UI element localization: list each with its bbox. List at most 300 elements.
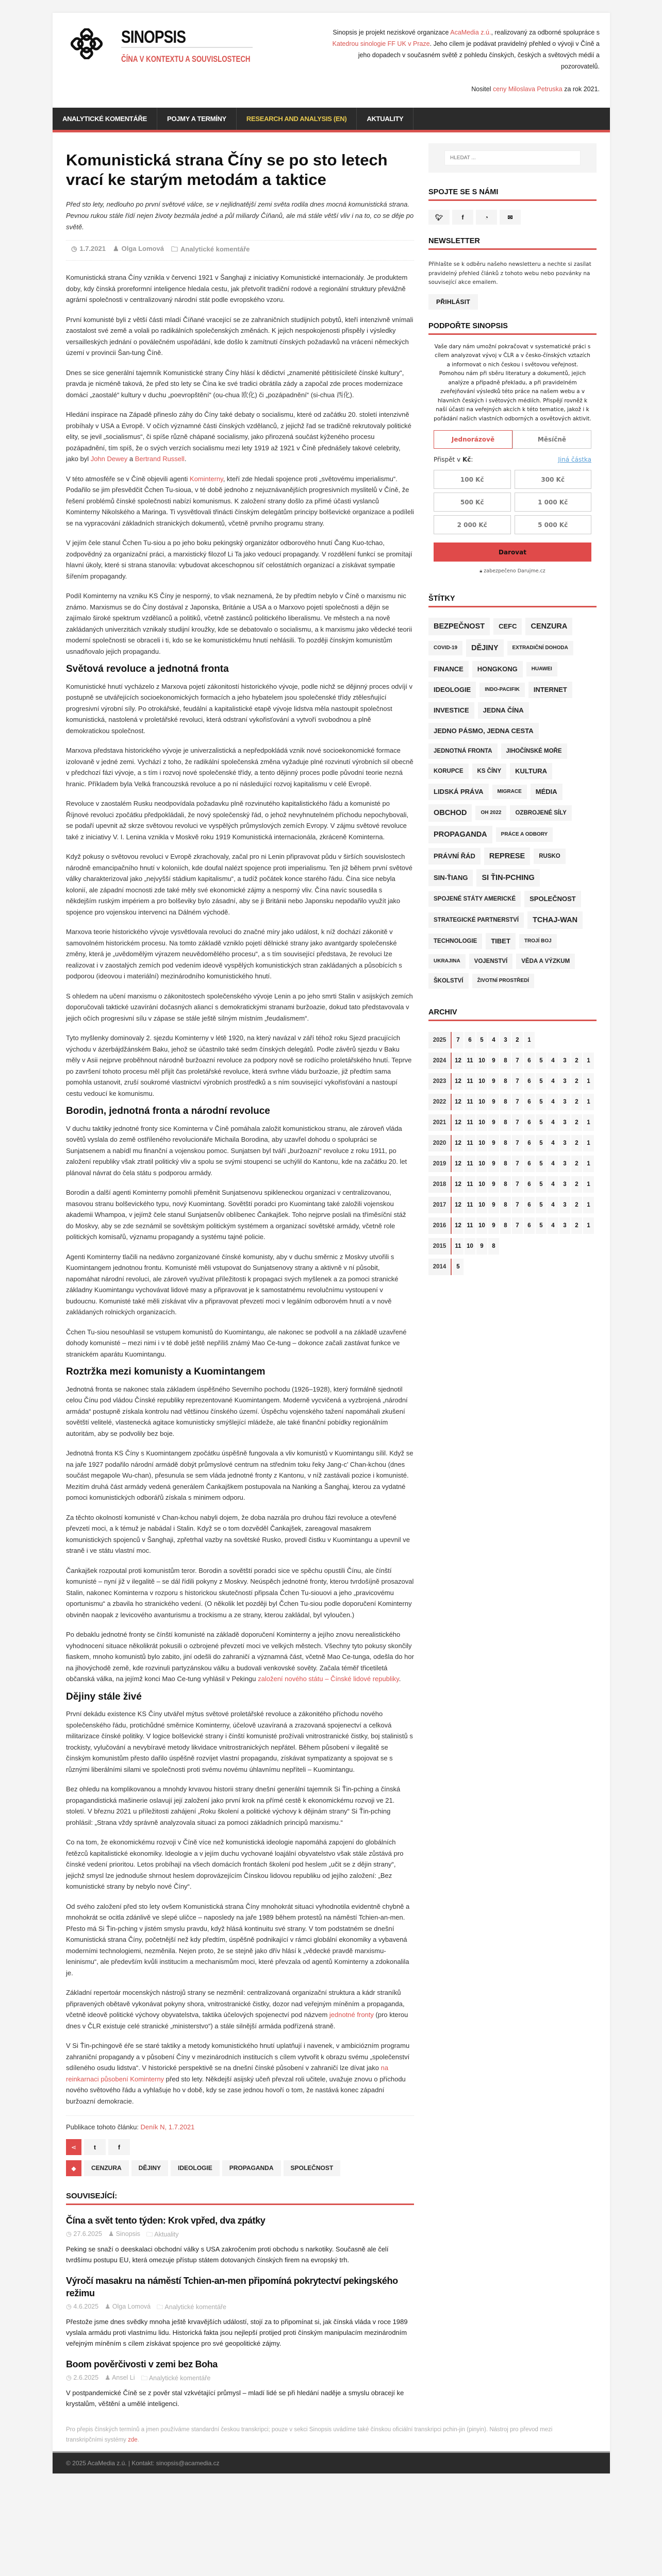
- archive-month[interactable]: 6: [465, 1032, 475, 1048]
- meta-date: [66, 2302, 98, 2313]
- search-widget: [428, 143, 597, 173]
- archive-month[interactable]: 4: [548, 1135, 558, 1151]
- article-tag[interactable]: DĚJINY: [131, 2160, 168, 2176]
- archive-month[interactable]: 12: [453, 1073, 464, 1090]
- archive-month[interactable]: 6: [524, 1197, 535, 1213]
- amount-option[interactable]: 5 000 Kč: [515, 515, 592, 534]
- archive-year[interactable]: 2016: [428, 1217, 452, 1234]
- archive-year[interactable]: 2019: [428, 1156, 452, 1172]
- tag-link[interactable]: FINANCE: [428, 661, 469, 677]
- archive-month[interactable]: 8: [500, 1114, 511, 1131]
- archive-month[interactable]: 10: [476, 1197, 487, 1213]
- tag-link[interactable]: OH 2022: [475, 806, 506, 820]
- email-button[interactable]: [500, 210, 521, 225]
- text-segment: Agenti Kominterny tlačili na nedávno zorganizované čínské komunisty, aby v duchu směrnic z Moskvy utvořili s Kuomintangem jednotnou frontu. Komunisté měli vstupovat do Sunjatsenovy strany a aktivně v ní působit, napomáhat národní revoluci, ale zároveň využívat příležitosti k propagaci svých myšlenek a za pomoci stranické základny Kuomintangu vychovávat lidové masy a připravovat je k samostatnému revolučnímu vystoupení v budoucnu. Komunisté také měli získávat vliv a připravovat převzetí moci v legálním odborovém hnutí a v nově zakládaných rolnických organizacích.: [66, 1252, 399, 1316]
- tag-link[interactable]: CEFC: [493, 618, 522, 635]
- nav-item[interactable]: ANALYTICKÉ KOMENTÁŘE: [53, 108, 157, 130]
- archive-month[interactable]: 10: [476, 1135, 487, 1151]
- archive-month[interactable]: 7: [512, 1156, 523, 1172]
- text-segment: .: [399, 1675, 401, 1683]
- inline-link[interactable]: ceny Miloslava Petruska: [492, 86, 562, 93]
- nav-item[interactable]: AKTUALITY: [357, 108, 413, 130]
- archive-month[interactable]: 2: [571, 1094, 582, 1110]
- archive-month[interactable]: 3: [559, 1217, 570, 1234]
- archive-month[interactable]: 5: [536, 1176, 547, 1193]
- archive-row: [428, 1135, 597, 1151]
- archive-month[interactable]: 2: [571, 1135, 582, 1151]
- text-segment: První dekádu existence KS Číny utvářel mýtus světové proletářské revoluce a zákonitého příchodu nového společenského řádu, protichůdné směrnice Kominterny, účelově uzavíraná a zrazovaná spojenectví a celková militarizace čínské politiky. V logice bolševické strany i čínští komunisté prožívali vnitrostranické čistky, boj stalinistů s trockisty, vylučování a nevybíravé metody likvidace vnitrostranických nepřátel. Během působení v ilegalitě se čínským komunistům přesto dařilo úspěšně rozvíjet vlastní propagandu, získávat sympatizanty a spojovat se s různými liberálními silami ve společnosti proti svému novému úhlavnímu nepříteli – Kuomintangu.: [66, 1710, 413, 1773]
- archive-month[interactable]: 10: [465, 1238, 475, 1255]
- archive-month[interactable]: 12: [453, 1176, 464, 1193]
- tag-link[interactable]: HONGKONG: [472, 661, 523, 677]
- archive-month[interactable]: 3: [559, 1053, 570, 1069]
- archive-month[interactable]: 7: [512, 1114, 523, 1131]
- archive-month[interactable]: 7: [512, 1197, 523, 1213]
- paragraph: [66, 1901, 414, 1979]
- related-title[interactable]: Boom pověrčivosti v zemi bez Boha: [66, 2359, 218, 2369]
- archive-month[interactable]: 11: [453, 1238, 464, 1255]
- tag-link[interactable]: OZBROJENÉ SÍLY: [510, 805, 571, 821]
- other-amount-link[interactable]: Jiná částka: [558, 456, 591, 463]
- tag-cloud: [428, 618, 597, 989]
- newsletter-heading: NEWSLETTER: [428, 237, 597, 250]
- tag-link[interactable]: OBCHOD: [428, 804, 472, 822]
- archive-row: [428, 1259, 597, 1275]
- archive-month[interactable]: 3: [559, 1135, 570, 1151]
- related-title[interactable]: Výročí masakru na náměstí Tchien-an-men připomíná pokrytectví pekingského režimu: [66, 2276, 398, 2298]
- archive-month[interactable]: 12: [453, 1135, 464, 1151]
- archive-month[interactable]: 4: [548, 1176, 558, 1193]
- section-heading: Dějiny stále živé: [66, 1691, 142, 1702]
- tag-link[interactable]: JEDNOTNÁ FRONTA: [428, 743, 498, 759]
- amount-option[interactable]: 100 Kč: [434, 470, 511, 489]
- archive-month[interactable]: 2: [571, 1114, 582, 1131]
- archive-month[interactable]: 1: [583, 1135, 594, 1151]
- archive-year[interactable]: 2022: [428, 1094, 452, 1110]
- archive-month[interactable]: 6: [524, 1217, 535, 1234]
- paragraph: [66, 272, 414, 306]
- publication-label: Publikace tohoto článku:: [66, 2123, 141, 2131]
- related-category[interactable]: Analytické komentáře: [164, 2303, 226, 2311]
- archive-month[interactable]: 4: [548, 1156, 558, 1172]
- tag-link[interactable]: ŠKOLSTVÍ: [428, 973, 469, 989]
- paragraph: [66, 1384, 414, 1439]
- tag-link[interactable]: LIDSKÁ PRÁVA: [428, 784, 489, 800]
- title-divider: [121, 47, 253, 48]
- archive-month[interactable]: 7: [453, 1032, 464, 1048]
- tag-link[interactable]: ŽIVOTNÍ PROSTŘEDÍ: [472, 974, 535, 988]
- nav-item[interactable]: RESEARCH AND ANALYSIS (EN): [237, 108, 357, 130]
- sidebar: [428, 132, 597, 2409]
- article-category[interactable]: Analytické komentáře: [180, 245, 250, 253]
- archive-month[interactable]: 3: [559, 1073, 570, 1090]
- related-meta: [66, 2302, 414, 2313]
- text-segment: V Si Ťin-pchingově éře se staré taktiky a metody komunistického hnutí uplatňují i navenek, v ambiciózním programu zahraniční propagandy a v působení Číny v mezinárodních institucích s cílem vytvořit k obrazu svému „společenství sdíleného osudu lidstva“. V historické perspektivě se na dnešní čínské působení v zahraničí lze dívat jako: [66, 2042, 410, 2072]
- archive-month[interactable]: 11: [465, 1114, 475, 1131]
- archive-month[interactable]: 6: [524, 1094, 535, 1110]
- archive-month[interactable]: 7: [512, 1053, 523, 1069]
- tag-link[interactable]: TCHAJ-WAN: [527, 911, 583, 929]
- rss-button[interactable]: [476, 210, 497, 225]
- archive-month[interactable]: 8: [500, 1135, 511, 1151]
- archive-year[interactable]: 2025: [428, 1032, 452, 1048]
- archive-month[interactable]: 5: [536, 1197, 547, 1213]
- paragraph: [66, 537, 414, 582]
- tag-link[interactable]: INVESTICE: [428, 702, 474, 719]
- archive-year[interactable]: 2015: [428, 1238, 452, 1255]
- archive-month[interactable]: 8: [500, 1156, 511, 1172]
- article-date: 1.7.2021: [79, 245, 106, 252]
- archive-month[interactable]: 5: [536, 1156, 547, 1172]
- share-twitter-button[interactable]: [84, 2139, 106, 2155]
- archive-month[interactable]: 7: [512, 1094, 523, 1110]
- tag-link[interactable]: JEDNA ČÍNA: [478, 702, 529, 719]
- endless-knot-logo[interactable]: [63, 28, 110, 59]
- tag-link[interactable]: INDO-PACIFIK: [479, 683, 525, 697]
- twitter-icon: 🐦︎: [435, 213, 443, 221]
- archive-month[interactable]: 10: [476, 1114, 487, 1131]
- archive-month[interactable]: 8: [500, 1053, 511, 1069]
- archive-month[interactable]: 4: [548, 1053, 558, 1069]
- archive-month[interactable]: 9: [476, 1238, 487, 1255]
- archive-year[interactable]: 2018: [428, 1176, 452, 1193]
- amount-option[interactable]: 2 000 Kč: [434, 515, 511, 534]
- related-author[interactable]: Ansel Li: [112, 2374, 135, 2381]
- archive-month[interactable]: 11: [465, 1094, 475, 1110]
- article-tag[interactable]: SPOLEČNOST: [284, 2160, 341, 2176]
- archive-month[interactable]: 2: [571, 1073, 582, 1090]
- archive-month[interactable]: 1: [524, 1032, 535, 1048]
- archive-month[interactable]: 4: [548, 1217, 558, 1234]
- facebook-button[interactable]: [452, 210, 473, 225]
- tag-link[interactable]: RUSKO: [534, 849, 566, 864]
- archive-month[interactable]: 11: [465, 1053, 475, 1069]
- archive-month[interactable]: 3: [559, 1094, 570, 1110]
- article-meta: [66, 240, 414, 261]
- inline-link[interactable]: Kominterny: [189, 474, 223, 483]
- tag-link[interactable]: DĚJINY: [466, 639, 503, 657]
- tag-link[interactable]: PRÁCE A ODBORY: [496, 827, 553, 842]
- nav-item[interactable]: POJMY A TERMÍNY: [157, 108, 237, 130]
- archive-month[interactable]: 10: [476, 1094, 487, 1110]
- text-segment: Když pokusy o světovou revoluci v Evropě zkrachovaly, začal pro ni Lenin připravovat půdu v širších souvislostech národně emancipačního hnutí v koloniích, kde doufal nalézt spojence proti imperialismu. Ten již během první světové války charakterizoval jako „nejvyšší stádium kapitalismu“, a tudíž počátek konce starého řádu. Čína sice nebyla kolonií, ale západní mocnosti zde také měly své ekonomické zájmy a nesporný vliv. Čína navíc sousedila s někdejším ruským impériem a pro bolševiky bylo zásadní, aby se ji Británii nebo Japonsku nepodařilo využít jako spojence pro vojenskou intervenci na Dálném východě.: [66, 853, 412, 916]
- archive-month[interactable]: 11: [465, 1156, 475, 1172]
- archive-month[interactable]: 1: [583, 1176, 594, 1193]
- inline-link[interactable]: na reinkarnaci působení Kominterny: [66, 2064, 389, 2083]
- archive-month[interactable]: 9: [488, 1053, 499, 1069]
- archive-month[interactable]: 1: [583, 1053, 594, 1069]
- user-icon: ♟: [105, 2374, 112, 2381]
- archive: [428, 1032, 597, 1275]
- tags-heading: ŠTÍTKY: [428, 595, 597, 607]
- archive-month[interactable]: 1: [583, 1197, 594, 1213]
- text-segment: .: [184, 455, 187, 463]
- inline-link[interactable]: jednotné fronty: [329, 2011, 374, 2019]
- tag-link[interactable]: KULTURA: [510, 763, 552, 779]
- archive-month[interactable]: 8: [500, 1217, 511, 1234]
- meta-category: [141, 2374, 211, 2384]
- text-segment: První komunisté byli z větší části mladí Číňané vracející se ze zahraničních studijních pobytů, kteří intenzivně vnímali zaostalost své země a volali po radikálních společenských změnách. K jejich nespokojenosti přispěly i výsledky versailleských jednání o poválečném uspořádání, kde došlo k zamítnutí čínských požadavků na vrácení německých území v provincii Šan-tung Číně.: [66, 315, 413, 357]
- related-meta: [66, 2230, 414, 2241]
- archive-month[interactable]: 5: [536, 1073, 547, 1090]
- donate-button[interactable]: Darovat: [434, 543, 591, 562]
- tag-link[interactable]: PRÁVNÍ ŘÁD: [428, 848, 481, 865]
- tag-link[interactable]: TIBET: [486, 933, 516, 950]
- related-author[interactable]: Olga Lomová: [112, 2303, 151, 2310]
- tag-link[interactable]: CENZURA: [525, 618, 572, 635]
- archive-month[interactable]: 1: [583, 1094, 594, 1110]
- tag-link[interactable]: JIHOČÍNSKÉ MOŘE: [501, 743, 567, 759]
- text-segment: Nositel: [471, 86, 493, 93]
- archive-month[interactable]: 3: [500, 1032, 511, 1048]
- archive-month[interactable]: 9: [488, 1217, 499, 1234]
- tag-link[interactable]: HUAWEI: [526, 662, 557, 676]
- tag-link[interactable]: STRATEGICKÉ PARTNERSTVÍ: [428, 912, 524, 928]
- secure-note: [434, 568, 591, 574]
- archive-month[interactable]: 3: [559, 1156, 570, 1172]
- archive-month[interactable]: 11: [465, 1176, 475, 1193]
- tag-link[interactable]: VOJENSTVÍ: [469, 954, 513, 969]
- publication-info: [66, 2115, 414, 2131]
- archive-year[interactable]: 2017: [428, 1197, 452, 1213]
- text-segment: Komunistická strana Číny vznikla v červenci 1921 v Šanghaji z iniciativy Komunistické internacionály. Je produktem doby, kdy čínská proreformní inteligence hledala cestu, jak přetvořit tradiční rodové a regionální struktury převážně agrární společnosti v centralizovaný národní stát podle evropského vzoru.: [66, 274, 408, 303]
- archive-month[interactable]: 1: [583, 1073, 594, 1090]
- archive-month[interactable]: 3: [559, 1197, 570, 1213]
- archive-month[interactable]: 6: [524, 1073, 535, 1090]
- tag-link[interactable]: UKRAJINA: [428, 954, 466, 969]
- archive-year[interactable]: 2021: [428, 1114, 452, 1131]
- tag-link[interactable]: TROJÍ BOJ: [519, 934, 557, 948]
- inline-link[interactable]: Katedrou sinologie FF UK v Praze: [332, 40, 430, 47]
- archive-month[interactable]: 4: [548, 1094, 558, 1110]
- archive-month[interactable]: 10: [476, 1073, 487, 1090]
- tag-link[interactable]: INTERNET: [528, 682, 572, 698]
- share-facebook-button[interactable]: [108, 2139, 130, 2155]
- archive-row: [428, 1094, 597, 1110]
- archive-month[interactable]: 1: [583, 1156, 594, 1172]
- search-input[interactable]: [444, 150, 581, 165]
- tag-link[interactable]: MÉDIA: [531, 784, 562, 800]
- social-links: [428, 210, 597, 225]
- archive-month[interactable]: 12: [453, 1114, 464, 1131]
- related-title[interactable]: Čína a svět tento týden: Krok vpřed, dva zpátky: [66, 2215, 266, 2226]
- article: [66, 132, 414, 2409]
- archive-month[interactable]: 9: [488, 1114, 499, 1131]
- transcription-note: [53, 2425, 584, 2451]
- folder-icon: 🗀: [141, 2375, 149, 2382]
- archive-month[interactable]: 12: [453, 1053, 464, 1069]
- archive-month[interactable]: 8: [500, 1176, 511, 1193]
- tag-link[interactable]: SIN-ŤIANG: [428, 870, 473, 886]
- inline-link[interactable]: založení nového státu – Čínské lidové republiky: [258, 1675, 399, 1683]
- archive-month[interactable]: 4: [548, 1197, 558, 1213]
- one-time-option[interactable]: Jednorázově: [434, 430, 512, 449]
- paragraph: [66, 991, 414, 1024]
- paragraph: [66, 1327, 414, 1360]
- archive-year[interactable]: 2020: [428, 1135, 452, 1151]
- tag-link[interactable]: KORUPCE: [428, 764, 469, 779]
- tag-link[interactable]: TECHNOLOGIE: [428, 934, 482, 949]
- subscribe-button[interactable]: PŘIHLÁSIT: [428, 294, 478, 310]
- monthly-option[interactable]: Měsíčně: [512, 430, 591, 449]
- text-segment: Základní repertoár mocenských nástrojů strany se nezměnil: centralizovaná organizační struktura a kádr straníků připravených obětavě vykonávat pokyny shora, vnitrostranické čistky, dozor nad veřejným míněním a propaganda, včetně ideově politické výchovy obyvatelstva, taktika účelových spojenectví pod názvem: [66, 1989, 405, 2019]
- archive-month[interactable]: 11: [465, 1217, 475, 1234]
- archive-month[interactable]: 9: [488, 1176, 499, 1193]
- text-segment: před sto lety. Někdejší asijský učeň převzal roli učitele, uvažuje znovu o příchodu nového světového řádu a vyhlašuje ho v době, kdy se zase jednou hovoří o tom, že nastává konec západní buržoazní demokracie.: [66, 2075, 406, 2105]
- archive-month[interactable]: 12: [453, 1217, 464, 1234]
- archive-month[interactable]: 1: [583, 1114, 594, 1131]
- inline-link[interactable]: Bertrand Russell: [135, 455, 185, 463]
- archive-month[interactable]: 6: [524, 1053, 535, 1069]
- related-category[interactable]: Analytické komentáře: [148, 2375, 211, 2382]
- archive-row: [428, 1217, 597, 1234]
- article-tag[interactable]: PROPAGANDA: [222, 2160, 281, 2176]
- tag-link[interactable]: IDEOLOGIE: [428, 682, 476, 698]
- archive-month[interactable]: 5: [536, 1094, 547, 1110]
- article-tag[interactable]: CENZURA: [84, 2160, 129, 2176]
- archive-row: [428, 1197, 597, 1213]
- archive-month[interactable]: 5: [536, 1217, 547, 1234]
- archive-month[interactable]: 11: [465, 1135, 475, 1151]
- site-footer: [53, 2451, 610, 2473]
- archive-month[interactable]: 9: [488, 1073, 499, 1090]
- note-link[interactable]: zde: [128, 2437, 138, 2443]
- archive-month[interactable]: 7: [512, 1073, 523, 1090]
- text-segment: Od svého založení před sto lety ovšem Komunistická strana Číny mnohokrát situaci vyhodnotila evidentně chybně a mnohokrát se ocitla zdánlivě ve slepé uličce – naposledy na jaře 1989 během protestů na náměstí Tchien-an-men. Přesto má Si Ťin-pching v jistém smyslu pravdu, když hlásá kontinuitu své strany. V tom podstatném se dnešní Komunistická strana Číny, početnější než kdy předtím, úspěšně podnikající v rámci globální ekonomiky a vybavená moderními technologiemi, nezměnila. Nejen proto, že se stejně jako dřív hlásí k „vědecké pravdě marxismu-leninismu“, ale především kvůli institucím a mechanismům moci, které převzala od agentů Kominterny a zdokonalila je.: [66, 1902, 410, 1977]
- archive-month[interactable]: 12: [453, 1094, 464, 1110]
- tag-link[interactable]: SPOLEČNOST: [524, 891, 581, 907]
- archive-month[interactable]: 10: [476, 1217, 487, 1234]
- archive-month[interactable]: 9: [488, 1197, 499, 1213]
- archive-month[interactable]: 7: [512, 1176, 523, 1193]
- archive-year[interactable]: 2024: [428, 1053, 452, 1069]
- archive-month[interactable]: 9: [488, 1135, 499, 1151]
- text-segment: Podíl Kominterny na vzniku KS Číny je nesporný, to však neznamená, že by předtím nebylo v Číně o marxismu nic známo. Marxismus se do Číny dostával z Japonska, Británie a USA a o Marxovo pojetí společnosti a dějin se zajímalo široké spektrum vzdělanců a politiků, včetně zastánců politického liberalismu. Ve městech a na nově zakládaných univerzitách vznikaly studijní kroužky, kde se debatovalo o socialismu, a k marxismu jako vědecké teorii moderní společnosti se obraceli i ti, kdo se ke komunistickému hnutí nehlásili. To později čínským komunistům usnadňovalo jejich propagandu.: [66, 592, 412, 655]
- archive-month[interactable]: 12: [453, 1156, 464, 1172]
- lock-icon: 🔒︎: [479, 568, 484, 574]
- article-tag[interactable]: IDEOLOGIE: [171, 2160, 220, 2176]
- text-segment: Hledání inspirace na Západě přineslo záhy do Číny také debaty o socialismu, které od začátku 20. století intenzivně probíhaly v USA a Evropě. V očích významné části čínských vzdělanců, z jejichž řad se tradičně rekrutovaly politické elity, se jevil „socialismus“, či spíše různě chápané socialismy, jako přirozená součást kýženého procesu pozápadnění, tím spíš, že o svých verzích socialismu mezi lety 1919 až 1921 v Číně přednášely takové celebrity, jako byl: [66, 411, 411, 463]
- archive-month[interactable]: 6: [524, 1176, 535, 1193]
- article-title: Komunistická strana Číny se po sto letech vrací ke starým metodám a taktice: [66, 151, 388, 189]
- archive-month[interactable]: 9: [488, 1094, 499, 1110]
- amount-option[interactable]: 300 Kč: [515, 470, 592, 489]
- archive-month[interactable]: 2: [571, 1176, 582, 1193]
- tag-link[interactable]: SPOJENÉ STÁTY AMERICKÉ: [428, 891, 521, 907]
- archive-month[interactable]: 5: [536, 1135, 547, 1151]
- archive-month[interactable]: 5: [536, 1114, 547, 1131]
- tag-link[interactable]: PROPAGANDA: [428, 826, 492, 843]
- archive-month[interactable]: 3: [559, 1114, 570, 1131]
- publication-link[interactable]: Deník N, 1.7.2021: [140, 2123, 195, 2131]
- tag-link[interactable]: BEZPEČNOST: [428, 618, 490, 635]
- archive-month[interactable]: 4: [488, 1032, 499, 1048]
- related-category[interactable]: Aktuality: [154, 2231, 179, 2238]
- archive-month[interactable]: 7: [512, 1217, 523, 1234]
- archive-month[interactable]: 2: [571, 1156, 582, 1172]
- archive-month[interactable]: 10: [476, 1176, 487, 1193]
- archive-month[interactable]: 2: [512, 1032, 523, 1048]
- paragraph: [66, 590, 414, 657]
- inline-link[interactable]: John Dewey: [90, 455, 128, 463]
- newsletter-text: Přihlašte se k odběru našeho newsletteru a nechte si zasílat pravidelný přehled článků z tohoto webu nebo pozvánky na související akce emailem.: [428, 261, 591, 285]
- related-author[interactable]: Sinopsis: [115, 2230, 140, 2238]
- article-author[interactable]: Olga Lomová: [121, 245, 164, 252]
- archive-month[interactable]: 1: [583, 1217, 594, 1234]
- archive-month[interactable]: 5: [453, 1259, 464, 1275]
- archive-month[interactable]: 5: [476, 1032, 487, 1048]
- related-item: [66, 2275, 414, 2349]
- tag-link[interactable]: REPRESE: [484, 848, 530, 865]
- email-icon: ✉: [507, 213, 513, 221]
- archive-month[interactable]: 10: [476, 1053, 487, 1069]
- archive-month[interactable]: 7: [512, 1135, 523, 1151]
- paragraph: [66, 1987, 414, 2031]
- text-segment: V jejím čele stanul Čchen Tu-siou a po jeho boku pekingský organizátor odborového hnutí Čang Kuo-tchao, zodpovědný za organizační práci, a marxistický filozof Li Ta jako vedoucí propagandy. V rozdělení funkcí se promítají hlavní úkoly, které si strana stanovila: vybudovat akceschopnou síť celostátních organizací a získávat sympatie šířením propagandy.: [66, 539, 412, 580]
- text-segment: . Jeho cílem je podávat pravidelný přehled o vývoji v Číně a jeho dopadech v současném světě z pohledu čínských, českých a světových médií a pozorovatelů.: [358, 40, 600, 70]
- archive-month[interactable]: 6: [524, 1156, 535, 1172]
- archive-month[interactable]: 11: [465, 1073, 475, 1090]
- tag-link[interactable]: KS ČÍNY: [472, 764, 507, 779]
- archive-month[interactable]: 11: [465, 1197, 475, 1213]
- tag-link[interactable]: JEDNO PÁSMO, JEDNA CESTA: [428, 723, 539, 739]
- archive-year[interactable]: 2023: [428, 1073, 452, 1090]
- archive-month[interactable]: 2: [571, 1217, 582, 1234]
- footer-text: © 2025 AcaMedia z.ú. | Kontakt: sinopsis@acamedia.cz: [66, 2460, 220, 2467]
- tag-link[interactable]: EXTRADIČNÍ DOHODA: [507, 641, 573, 655]
- inline-link[interactable]: AcaMedia z.ú.: [450, 29, 491, 36]
- archive-month[interactable]: 2: [571, 1053, 582, 1069]
- article-tags: [66, 2160, 414, 2176]
- site-title[interactable]: SINOPSIS: [121, 27, 186, 47]
- twitter-button[interactable]: [428, 210, 450, 225]
- archive-month[interactable]: 8: [500, 1197, 511, 1213]
- amount-option[interactable]: 500 Kč: [434, 493, 511, 512]
- archive-month[interactable]: 12: [453, 1197, 464, 1213]
- archive-month[interactable]: 5: [536, 1053, 547, 1069]
- archive-year[interactable]: 2014: [428, 1259, 452, 1275]
- archive-month[interactable]: 4: [548, 1114, 558, 1131]
- text-segment: Revoluce v zaostalém Rusku neodpovídala požadavku plně rozvinutého kapitalistického řádu a komunisté po Říjnové revoluci zpočátku předpokládali, že nový společenský řád, o jehož nevyhnutelném příchodu nepochybovali, se podaří upevnit až skrze světovou revoluci ve vyspělých průmyslových zemích Evropy. V zájmu světové revoluce také z iniciativy V. I. Lenina vznikla v Moskvě roku 1919 Komunistická internacionála, zkráceně Kominterna.: [66, 800, 409, 841]
- archive-month[interactable]: 3: [559, 1176, 570, 1193]
- paragraph: [66, 1512, 414, 1556]
- tag-link[interactable]: VĚDA A VÝZKUM: [516, 954, 575, 969]
- tag-icon: ◆: [66, 2160, 81, 2176]
- archive-month[interactable]: 8: [500, 1073, 511, 1090]
- archive-month[interactable]: 4: [548, 1073, 558, 1090]
- text-segment: Marxova představa historického vývoje je univerzalistická a nepředpokládá vznik nové socioekonomické formace izolovaně v jedné zemi. Vychází z toho, že radikální společenská změna vyžaduje plné rozvinutí výrobních sil obecně v předchozí fázi vývoje, a s tím i rozvoj nové společenské třídy, a tento dějinný proces podle původní teorie nezná hranic. Příkladem byla Velká francouzská revoluce a po ní následující rozvoj kapitalismu v celé Evropě.: [66, 747, 413, 788]
- archive-row: [428, 1156, 597, 1172]
- archive-month[interactable]: 8: [488, 1238, 499, 1255]
- amount-option[interactable]: 1 000 Kč: [515, 493, 592, 512]
- archive-month[interactable]: 2: [571, 1197, 582, 1213]
- archive-month[interactable]: 6: [524, 1135, 535, 1151]
- paragraph: [66, 2040, 414, 2107]
- archive-month[interactable]: 8: [500, 1094, 511, 1110]
- clock-icon: ◷: [66, 2303, 74, 2310]
- archive-month[interactable]: 9: [488, 1156, 499, 1172]
- secure-text[interactable]: zabezpečeno Darujme.cz: [484, 568, 545, 574]
- archive-month[interactable]: 10: [476, 1156, 487, 1172]
- archive-month[interactable]: 6: [524, 1114, 535, 1131]
- tag-link[interactable]: SI ŤIN-PCHING: [476, 869, 539, 887]
- tag-link[interactable]: MIGRACE: [492, 785, 527, 799]
- text-segment: Jednotná fronta KS Číny s Kuomintangem zpočátku úspěšně fungovala a vliv komunistů v Kuomintangu sílil. Když se na jaře 1927 podařilo národní armádě dobýt průmyslové centrum na středním toku řeky Jang-c’ Chan-kchou (dnes součást megapole Wu-chan), přesunula se sem vláda jednotné fronty z Kantonu, v níž zastávali pozice i komunisté. Mezitím druhá část armády vedená generálem Čankajškem postupovala na Nanking a Šanghaj, kterou za vydatné pomoci komunistických odborářů získala s minimem odporu.: [66, 1449, 413, 1501]
- tag-link[interactable]: COVID-19: [428, 641, 462, 655]
- archive-row: [428, 1176, 597, 1193]
- text-segment: V této atmosféře se v Číně objevili agenti: [66, 474, 190, 483]
- related-list: [66, 2214, 414, 2409]
